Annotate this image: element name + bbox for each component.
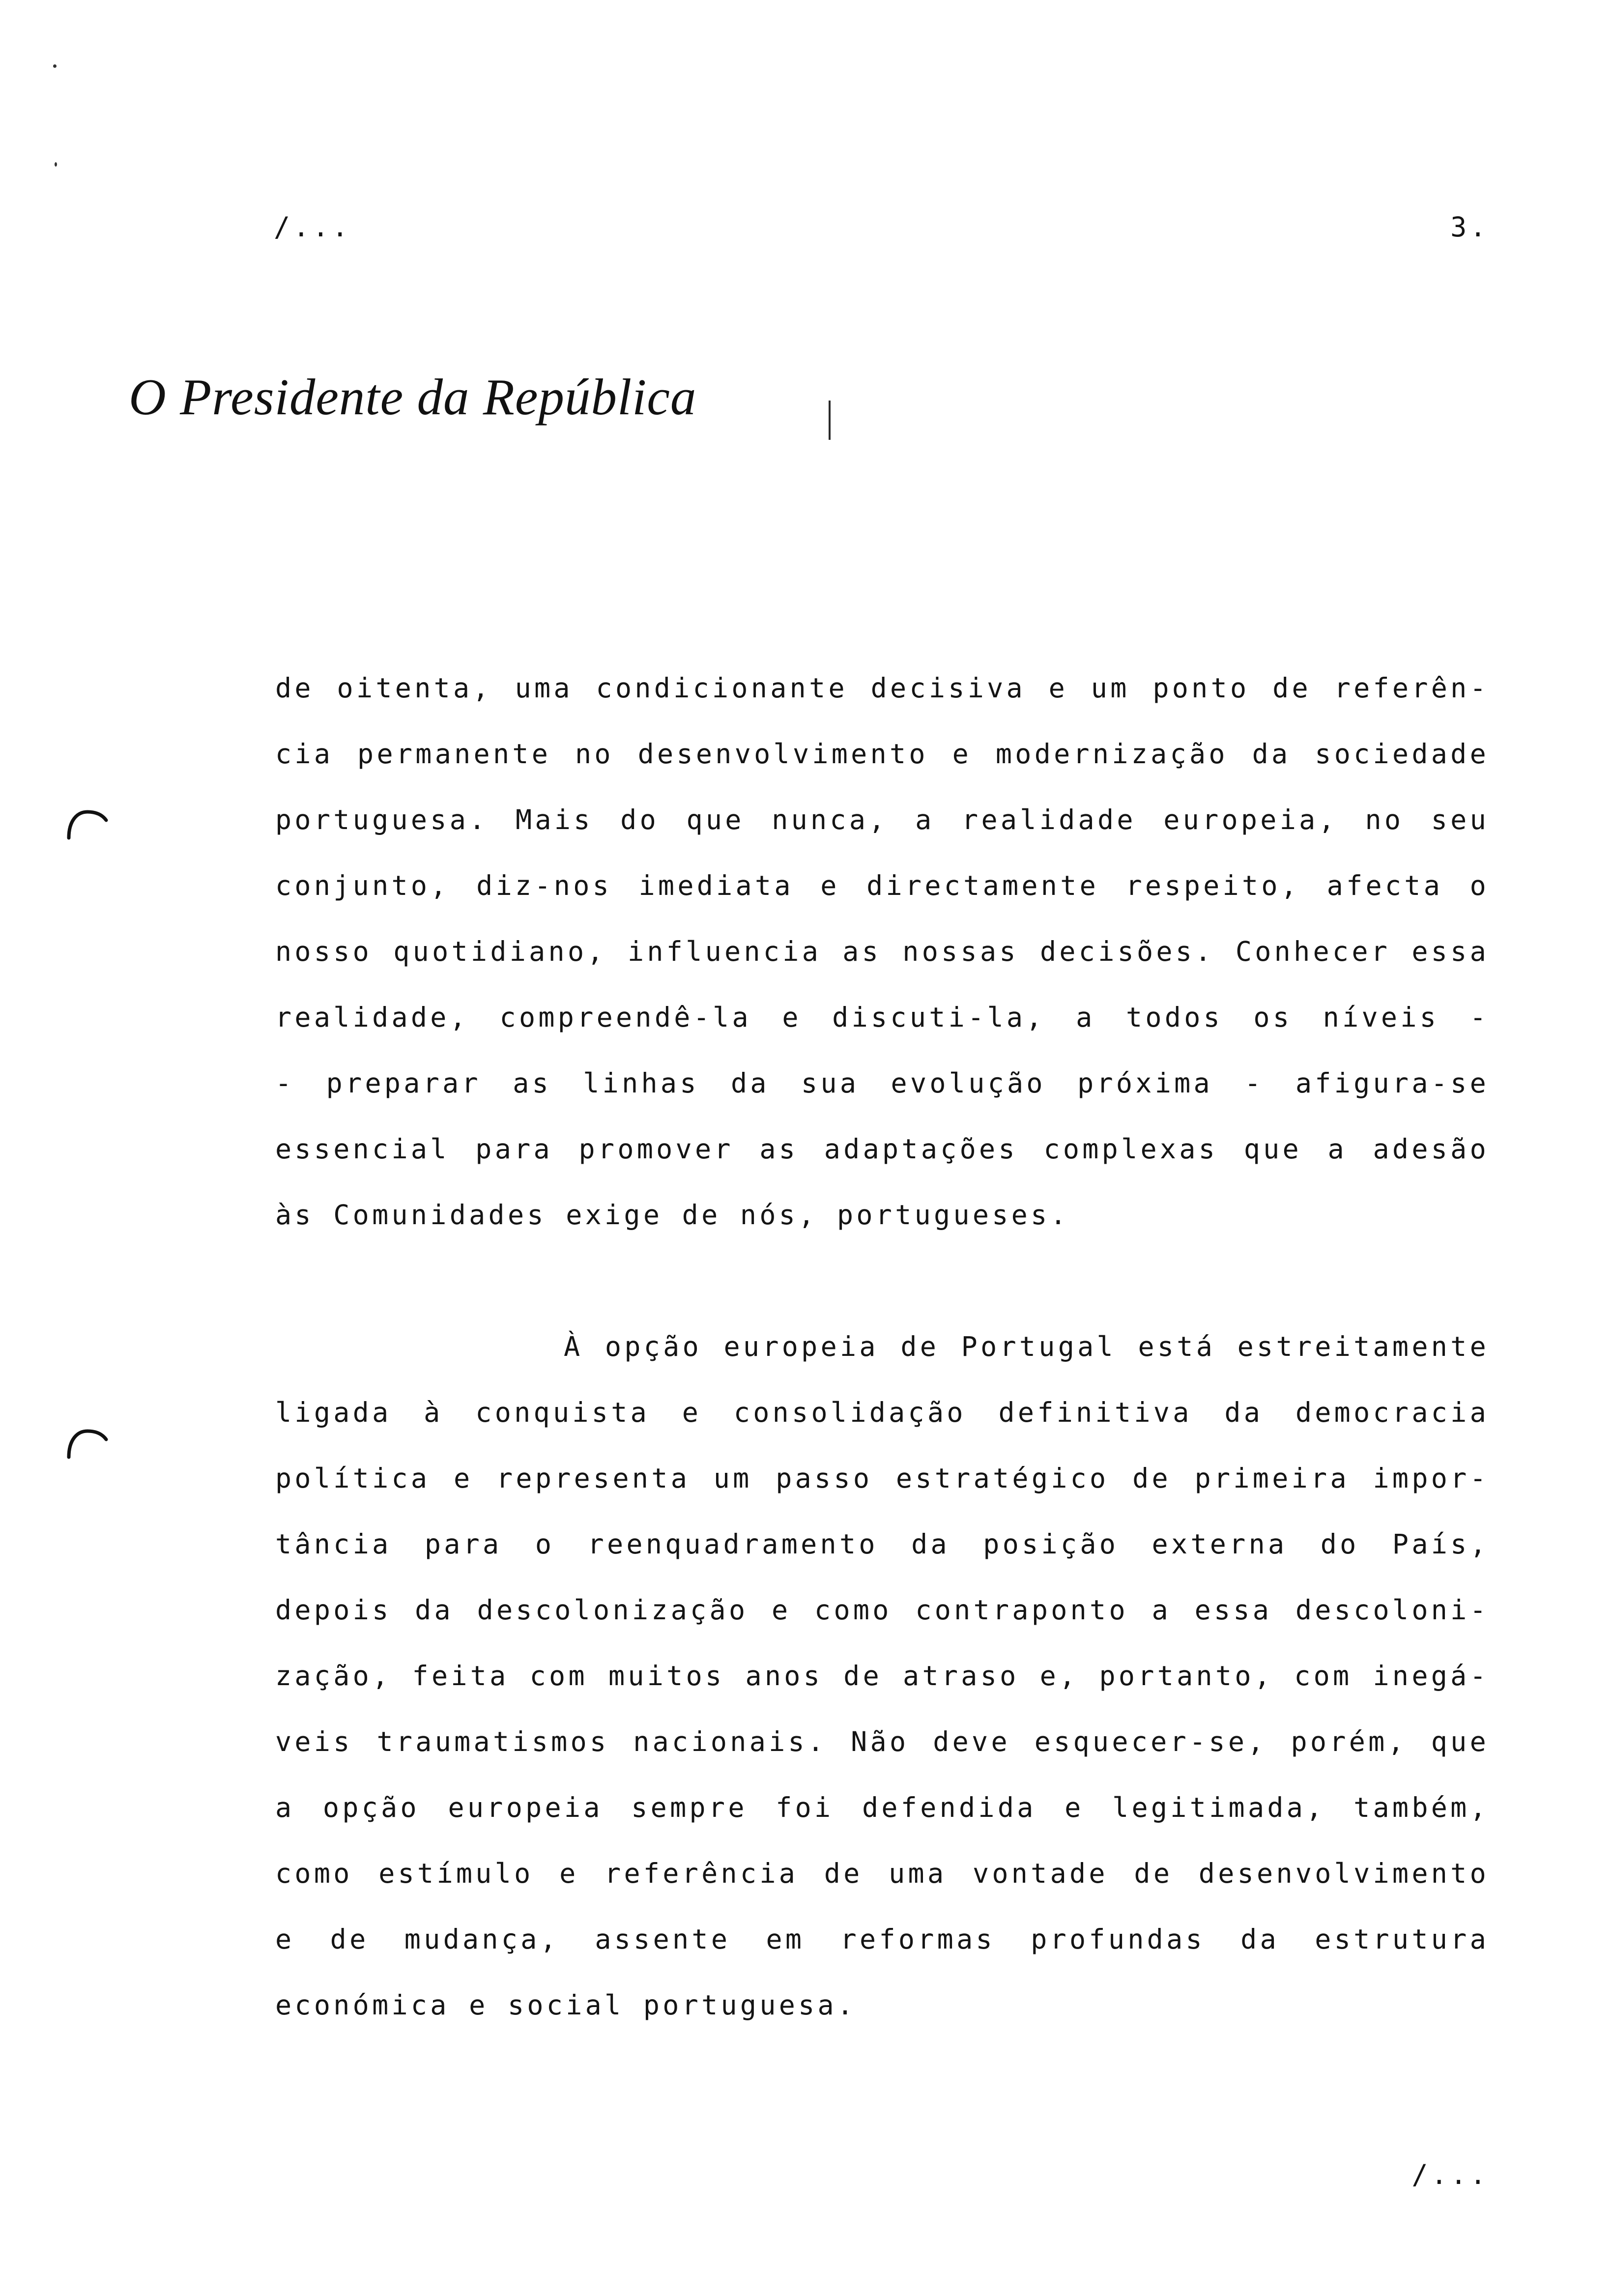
- text-line: a opção europeia sempre foi defendida e legitimada, também,: [275, 1792, 1489, 1823]
- scan-speck: [55, 162, 57, 167]
- text-line: tância para o reenquadramento da posição externa do País,: [275, 1528, 1489, 1560]
- paragraph-1: [275, 655, 1489, 1248]
- punch-hole-arc: [66, 808, 110, 841]
- punch-hole-arc: [66, 1428, 110, 1460]
- text-line: realidade, compreendê-la e discuti-la, a todos os níveis -: [275, 1002, 1489, 1033]
- text-line: - preparar as linhas da sua evolução próxima - afigura-se: [275, 1067, 1489, 1099]
- previous-page-marker: /...: [274, 211, 351, 243]
- text-line: conjunto, diz-nos imediata e directamente respeito, afecta o: [275, 870, 1489, 901]
- scan-speck: [53, 64, 57, 68]
- text-line: ligada à conquista e consolidação definitiva da democracia: [275, 1397, 1489, 1428]
- text-line: como estímulo e referência de uma vontade de desenvolvimento: [275, 1858, 1489, 1889]
- text-line: À opção europeia de Portugal está estreitamente: [564, 1331, 1489, 1362]
- text-line: de oitenta, uma condicionante decisiva e um ponto de referên-: [275, 672, 1489, 704]
- text-line: económica e social portuguesa.: [275, 1989, 857, 2021]
- text-line: e de mudança, assente em reformas profundas da estrutura: [275, 1923, 1489, 1955]
- text-line: veis traumatismos nacionais. Não deve esquecer-se, porém, que: [275, 1726, 1489, 1757]
- text-line: nosso quotidiano, influencia as nossas decisões. Conhecer essa: [275, 936, 1489, 967]
- page-number: 3.: [1450, 211, 1489, 243]
- text-line: depois da descolonização e como contraponto a essa descoloni-: [275, 1594, 1489, 1626]
- text-line: às Comunidades exige de nós, portugueses.: [275, 1199, 1069, 1231]
- text-line: zação, feita com muitos anos de atraso e, portanto, com inegá-: [275, 1660, 1489, 1692]
- body-text: [275, 655, 1489, 2104]
- text-line: essencial para promover as adaptações complexas que a adesão: [275, 1133, 1489, 1165]
- letterhead-title: O Presidente da República: [129, 368, 697, 426]
- text-line: cia permanente no desenvolvimento e modernização da sociedade: [275, 738, 1489, 770]
- text-line: política e representa um passo estratégico de primeira impor-: [275, 1463, 1489, 1494]
- scan-mark: [829, 401, 831, 440]
- text-line: portuguesa. Mais do que nunca, a realidade europeia, no seu: [275, 804, 1489, 835]
- paragraph-2: [275, 1314, 1489, 2038]
- continuation-marker: /...: [1411, 2159, 1489, 2190]
